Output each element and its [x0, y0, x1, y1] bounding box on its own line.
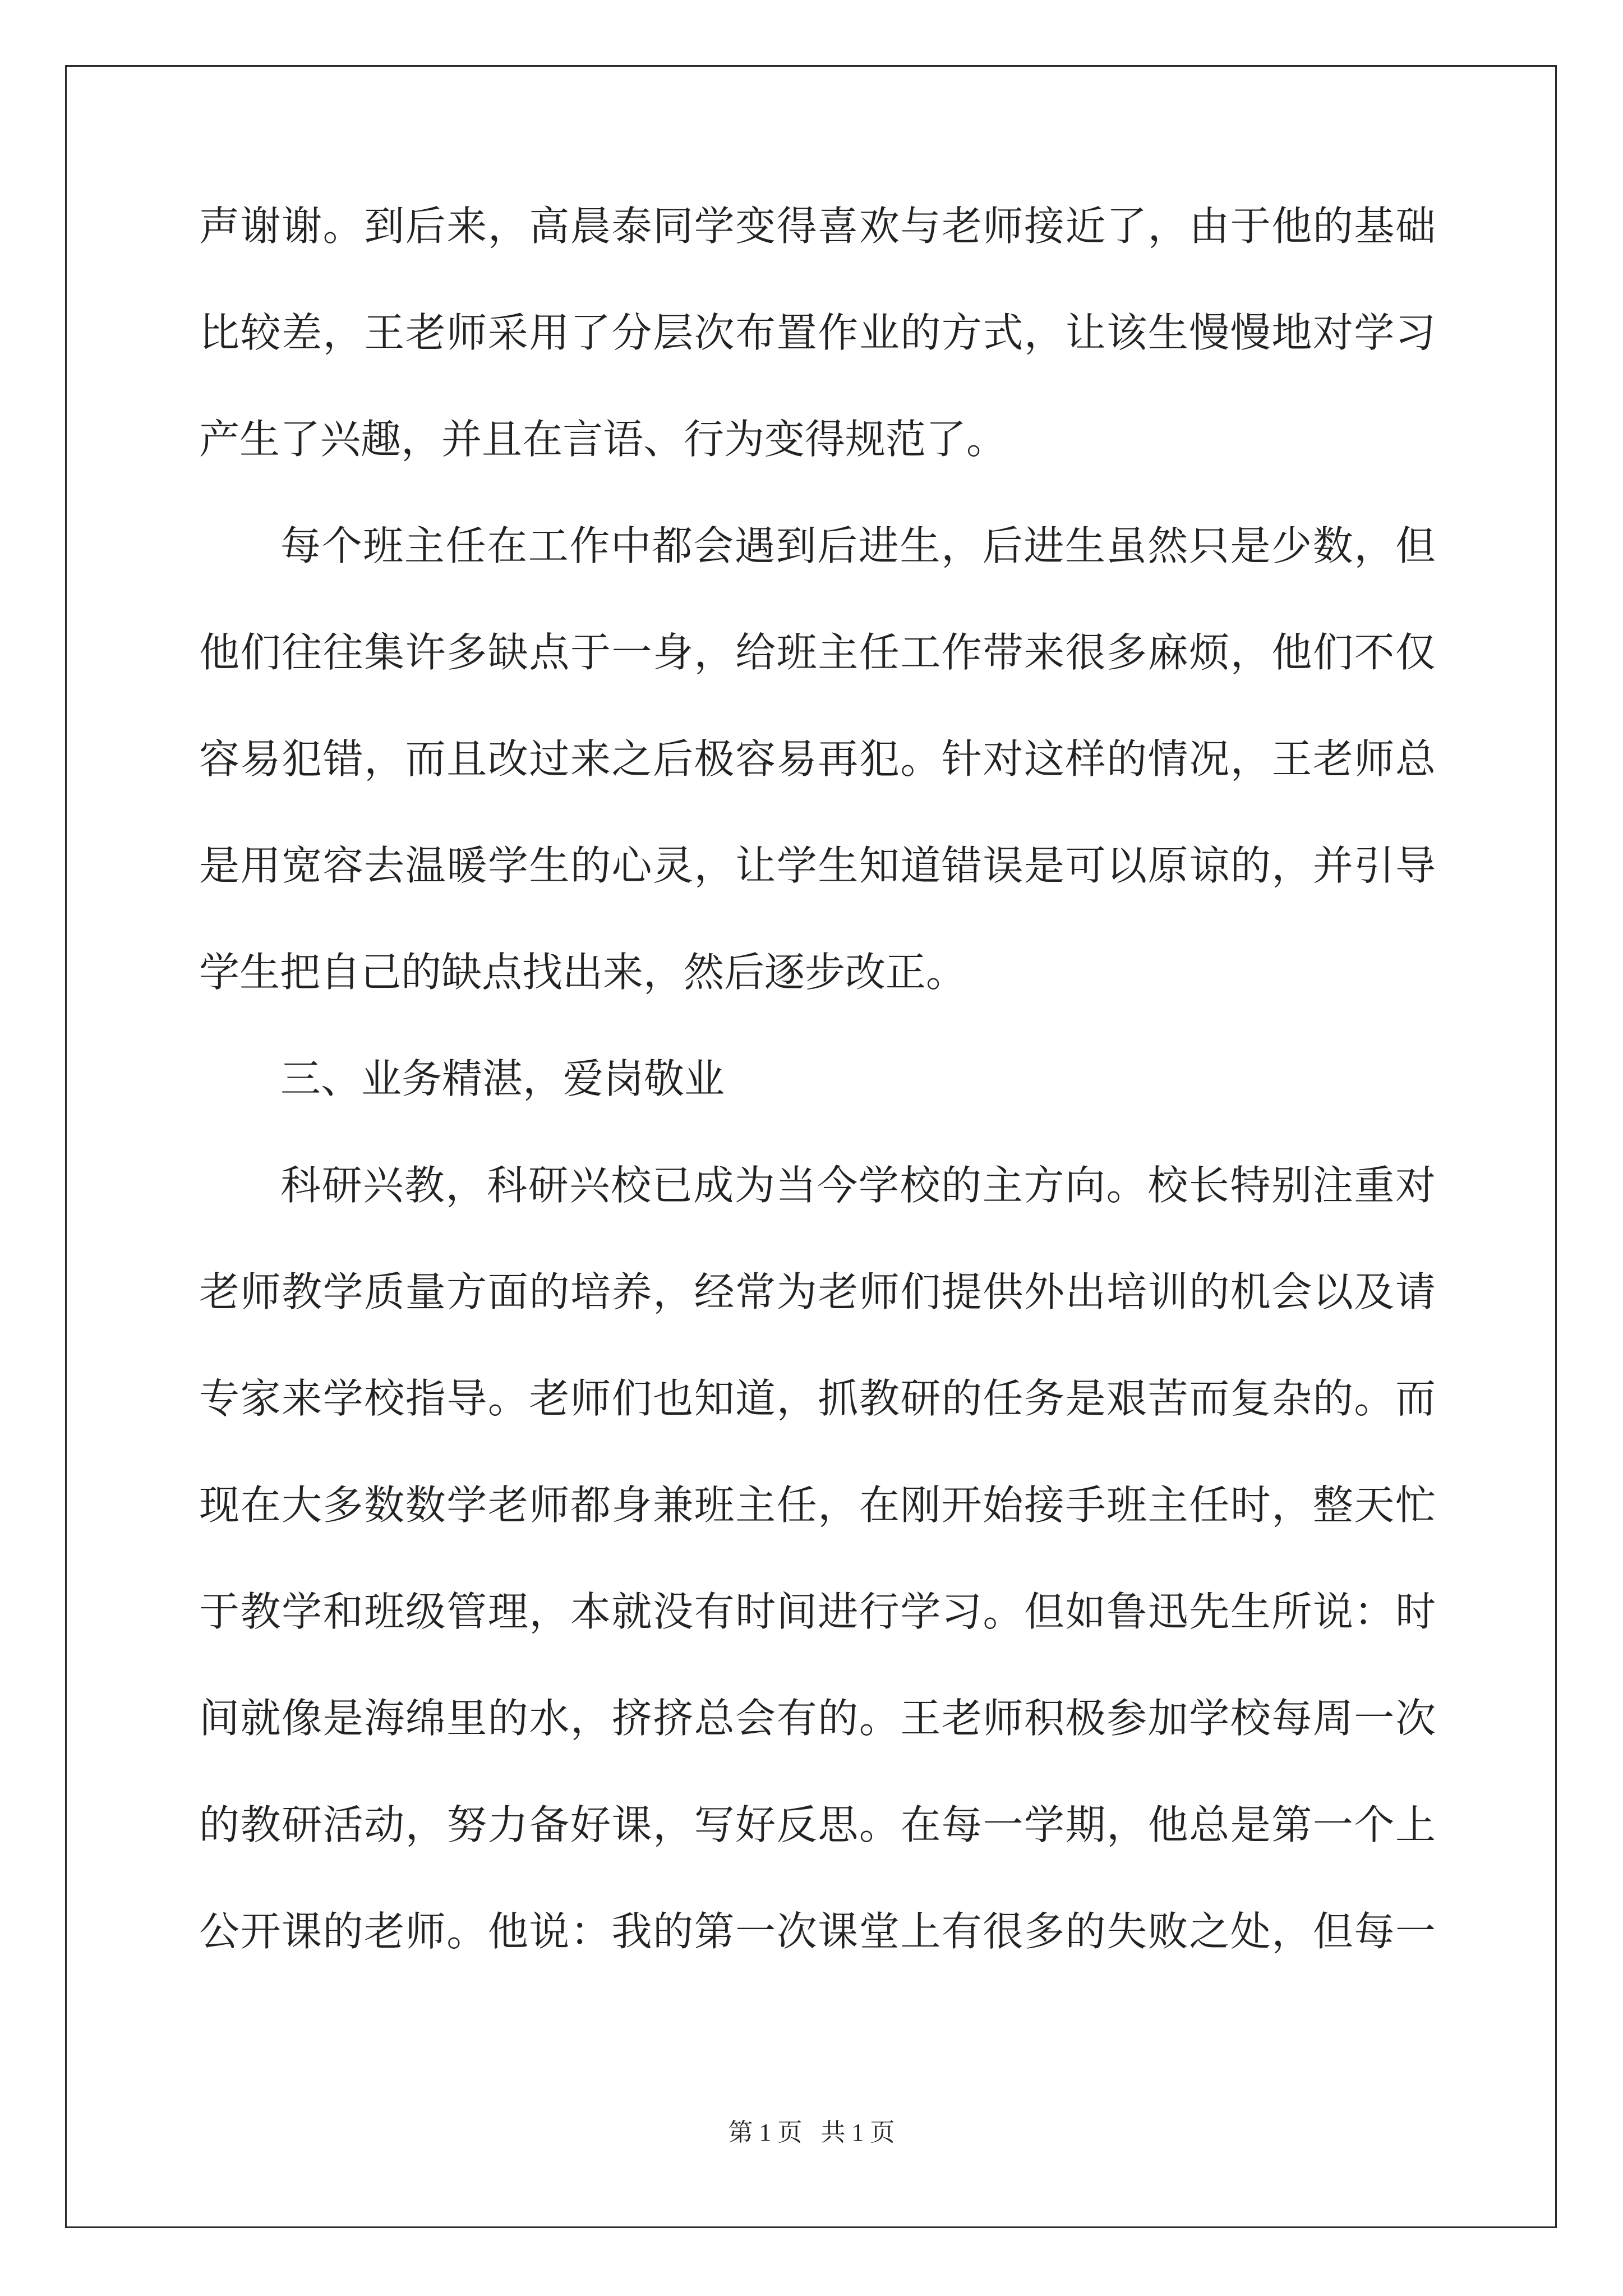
paragraph-first-line: 科研兴教，科研兴校已成为当今学校的主方向。校长特别注重对: [280, 1162, 1436, 1209]
text-line: 产生了兴趣，并且在言语、行为变得规范了。: [199, 416, 1007, 463]
text-line: 比较差，王老师采用了分层次布置作业的方式，让该生慢慢地对学习: [199, 309, 1436, 356]
text-line: 他们往往集许多缺点于一身，给班主任工作带来很多麻烦，他们不仅: [199, 629, 1436, 676]
text-line: 公开课的老师。他说：我的第一次课堂上有很多的失败之处，但每一: [199, 1908, 1436, 1955]
text-line: 现在大多数数学老师都身兼班主任，在刚开始接手班主任时，整天忙: [199, 1481, 1436, 1529]
text-line: 学生把自己的缺点找出来，然后逐步改正。: [199, 949, 967, 996]
page-number-footer: 第 1 页 共 1 页: [728, 2119, 895, 2146]
paragraph-first-line: 每个班主任在工作中都会遇到后进生，后进生虽然只是少数，但: [280, 522, 1436, 569]
page-border: [65, 65, 1557, 2228]
section-heading: 三、业务精湛，爱岗敬业: [280, 1055, 725, 1102]
text-line: 容易犯错，而且改过来之后极容易再犯。针对这样的情况，王老师总: [199, 735, 1436, 783]
text-line: 声谢谢。到后来，高晨泰同学变得喜欢与老师接近了，由于他的基础: [199, 203, 1436, 250]
text-line: 是用宽容去温暖学生的心灵，让学生知道错误是可以原谅的，并引导: [199, 842, 1436, 889]
text-line: 专家来学校指导。老师们也知道，抓教研的任务是艰苦而复杂的。而: [199, 1375, 1436, 1422]
text-line: 于教学和班级管理，本就没有时间进行学习。但如鲁迅先生所说：时: [199, 1588, 1436, 1635]
text-line: 间就像是海绵里的水，挤挤总会有的。王老师积极参加学校每周一次: [199, 1695, 1436, 1742]
text-line: 的教研活动，努力备好课，写好反思。在每一学期，他总是第一个上: [199, 1801, 1436, 1848]
text-line: 老师教学质量方面的培养，经常为老师们提供外出培训的机会以及请: [199, 1268, 1436, 1315]
